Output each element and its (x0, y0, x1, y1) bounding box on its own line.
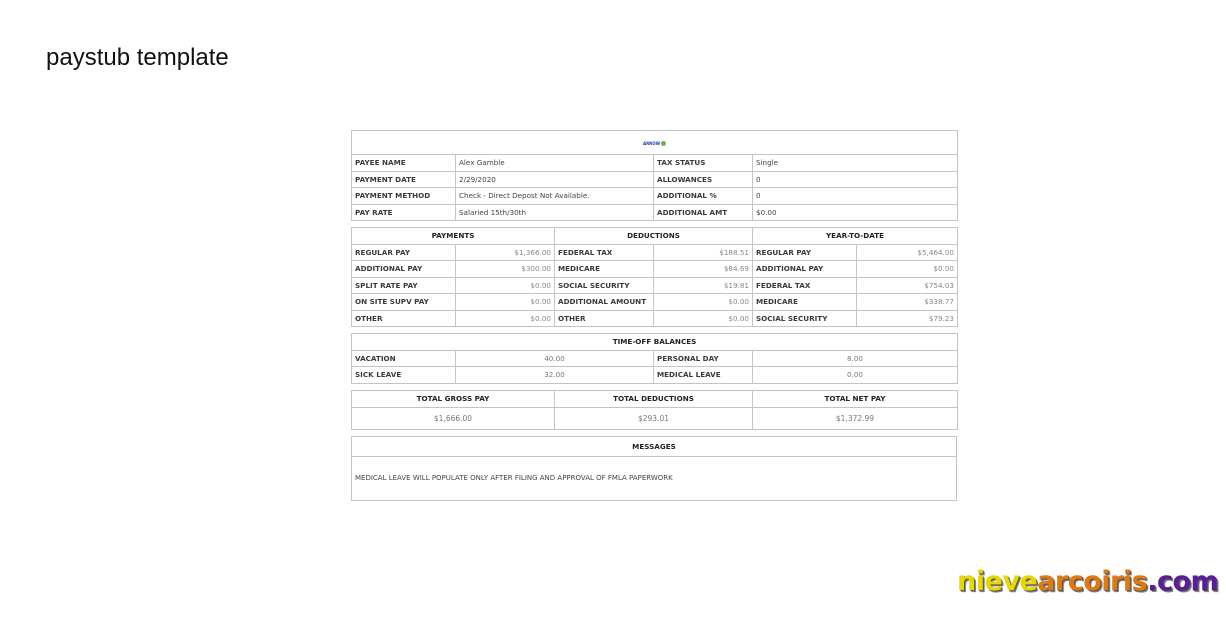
total-deductions-value: $293.01 (555, 407, 753, 429)
deduction-value: $84.69 (654, 261, 753, 278)
deduction-value: $0.00 (654, 310, 753, 327)
vacation-value: 40.00 (456, 350, 654, 367)
table-row (352, 155, 958, 172)
table-row (352, 294, 958, 311)
medical-leave-value: 0.00 (753, 367, 958, 384)
personal-day-label: PERSONAL DAY (654, 350, 753, 367)
logo-globe-icon (661, 141, 666, 146)
payment-value: $0.00 (456, 277, 555, 294)
medical-leave-label: MEDICAL LEAVE (654, 367, 753, 384)
table-row (352, 277, 958, 294)
ytd-value: $754.03 (857, 277, 958, 294)
total-deductions-label: TOTAL DEDUCTIONS (555, 390, 753, 407)
deductions-header: DEDUCTIONS (555, 228, 753, 245)
payment-label: SPLIT RATE PAY (352, 277, 456, 294)
deduction-label: MEDICARE (555, 261, 654, 278)
payment-value: $1,366.00 (456, 244, 555, 261)
allowances-value: 0 (753, 171, 958, 188)
payment-date-value: 2/29/2020 (456, 171, 654, 188)
additional-percent-label: ADDITIONAL % (654, 188, 753, 205)
table-row (352, 244, 958, 261)
additional-amt-label: ADDITIONAL AMT (654, 204, 753, 221)
deduction-value: $19.81 (654, 277, 753, 294)
total-gross-pay-value: $1,666.00 (352, 407, 555, 429)
watermark-part-3: .com (1147, 566, 1219, 597)
payment-method-label: PAYMENT METHOD (352, 188, 456, 205)
watermark-logo (957, 566, 1218, 597)
payee-section (351, 130, 957, 221)
time-off-header: TIME-OFF BALANCES (352, 334, 958, 351)
deduction-value: $188.51 (654, 244, 753, 261)
company-logo (637, 141, 672, 146)
logo-text: ARROW (642, 141, 661, 146)
table-row (352, 204, 958, 221)
total-gross-pay-label: TOTAL GROSS PAY (352, 390, 555, 407)
paystub-document (351, 130, 957, 507)
ytd-value: $338.77 (857, 294, 958, 311)
ytd-label: MEDICARE (753, 294, 857, 311)
ytd-label: FEDERAL TAX (753, 277, 857, 294)
payments-header: PAYMENTS (352, 228, 555, 245)
table-row (352, 310, 958, 327)
sick-leave-label: SICK LEAVE (352, 367, 456, 384)
messages-section (351, 436, 957, 501)
payment-date-label: PAYMENT DATE (352, 171, 456, 188)
earnings-section (351, 227, 957, 327)
table-row (352, 350, 958, 367)
ytd-label: REGULAR PAY (753, 244, 857, 261)
deduction-label: FEDERAL TAX (555, 244, 654, 261)
payment-label: OTHER (352, 310, 456, 327)
payment-label: ADDITIONAL PAY (352, 261, 456, 278)
ytd-label: SOCIAL SECURITY (753, 310, 857, 327)
ytd-label: ADDITIONAL PAY (753, 261, 857, 278)
payee-name-value: Alex Gamble (456, 155, 654, 172)
page-title: paystub template (46, 44, 229, 71)
payment-value: $300.00 (456, 261, 555, 278)
watermark-part-2: arcoiris (1037, 566, 1148, 597)
additional-percent-value: 0 (753, 188, 958, 205)
pay-rate-value: Salaried 15th/30th (456, 204, 654, 221)
sick-leave-value: 32.00 (456, 367, 654, 384)
messages-header: MESSAGES (352, 436, 957, 456)
ytd-value: $5,464.00 (857, 244, 958, 261)
time-off-section (351, 333, 957, 384)
tax-status-value: Single (753, 155, 958, 172)
watermark-part-1: nieve (957, 566, 1038, 597)
allowances-label: ALLOWANCES (654, 171, 753, 188)
ytd-value: $0.00 (857, 261, 958, 278)
vacation-label: VACATION (352, 350, 456, 367)
table-row (352, 171, 958, 188)
deduction-label: SOCIAL SECURITY (555, 277, 654, 294)
tax-status-label: TAX STATUS (654, 155, 753, 172)
payment-method-value: Check - Direct Depost Not Available. (456, 188, 654, 205)
payment-label: REGULAR PAY (352, 244, 456, 261)
payment-value: $0.00 (456, 294, 555, 311)
payee-name-label: PAYEE NAME (352, 155, 456, 172)
table-row (352, 367, 958, 384)
ytd-value: $79.23 (857, 310, 958, 327)
personal-day-value: 8.00 (753, 350, 958, 367)
total-net-pay-label: TOTAL NET PAY (753, 390, 958, 407)
payment-value: $0.00 (456, 310, 555, 327)
total-net-pay-value: $1,372.99 (753, 407, 958, 429)
table-row (352, 261, 958, 278)
totals-section (351, 390, 957, 430)
deduction-label: ADDITIONAL AMOUNT (555, 294, 654, 311)
deduction-label: OTHER (555, 310, 654, 327)
payment-label: ON SITE SUPV PAY (352, 294, 456, 311)
additional-amt-value: $0.00 (753, 204, 958, 221)
table-row (352, 188, 958, 205)
pay-rate-label: PAY RATE (352, 204, 456, 221)
ytd-header: YEAR-TO-DATE (753, 228, 958, 245)
deduction-value: $0.00 (654, 294, 753, 311)
message-text: MEDICAL LEAVE WILL POPULATE ONLY AFTER FILING AND APPROVAL OF FMLA PAPERWORK (352, 456, 957, 500)
logo-cell (352, 131, 958, 155)
